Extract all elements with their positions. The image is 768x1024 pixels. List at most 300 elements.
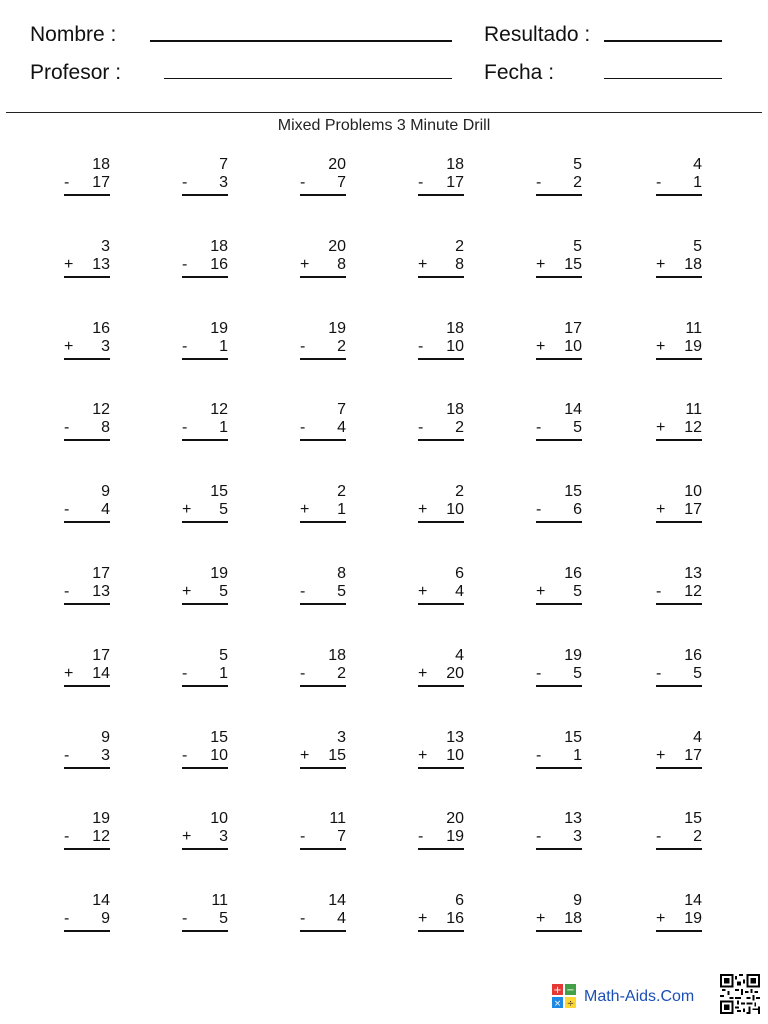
answer-line[interactable]	[418, 439, 464, 441]
operation-row	[418, 910, 464, 928]
problem-5-5	[536, 483, 582, 523]
operator: +	[300, 501, 310, 518]
top-number: 4	[693, 729, 702, 746]
bottom-number: 4	[101, 501, 110, 518]
answer-line[interactable]	[300, 194, 346, 196]
operator: -	[182, 665, 188, 682]
answer-line[interactable]	[536, 439, 582, 441]
operator: -	[536, 828, 542, 845]
operator: +	[656, 501, 666, 518]
answer-line[interactable]	[536, 194, 582, 196]
bottom-number: 3	[219, 828, 228, 845]
problem-6-1	[64, 565, 110, 605]
operation-row	[300, 583, 346, 601]
operator: +	[536, 583, 546, 600]
top-number: 15	[210, 483, 228, 500]
bottom-number: 4	[337, 419, 346, 436]
problem-8-3	[300, 729, 346, 769]
operation-row	[656, 338, 702, 356]
bottom-number: 20	[446, 665, 464, 682]
answer-line[interactable]	[300, 439, 346, 441]
operator: +	[300, 747, 310, 764]
answer-line[interactable]	[656, 276, 702, 278]
problem-1-6	[656, 156, 702, 196]
operator: +	[656, 419, 666, 436]
problem-5-1	[64, 483, 110, 523]
answer-line[interactable]	[536, 521, 582, 523]
operation-row	[418, 174, 464, 192]
qr-code-icon	[720, 974, 760, 1014]
operation-row	[182, 174, 228, 192]
answer-line[interactable]	[418, 685, 464, 687]
answer-line[interactable]	[300, 358, 346, 360]
operation-row	[536, 910, 582, 928]
problem-4-2	[182, 401, 228, 441]
problem-4-3	[300, 401, 346, 441]
operation-row	[182, 583, 228, 601]
operation-row	[64, 665, 110, 683]
top-number: 18	[210, 238, 228, 255]
operation-row	[64, 419, 110, 437]
operation-row	[182, 828, 228, 846]
operation-row	[656, 665, 702, 683]
top-number: 14	[684, 892, 702, 909]
operation-row	[182, 256, 228, 274]
operation-row	[300, 501, 346, 519]
operator: -	[64, 501, 70, 518]
bottom-number: 13	[92, 256, 110, 273]
operator: +	[656, 338, 666, 355]
top-number: 5	[693, 238, 702, 255]
operation-row	[656, 747, 702, 765]
top-number: 18	[446, 320, 464, 337]
problem-6-2	[182, 565, 228, 605]
bottom-number: 17	[92, 174, 110, 191]
problem-1-3	[300, 156, 346, 196]
top-number: 12	[92, 401, 110, 418]
answer-line[interactable]	[418, 603, 464, 605]
operator: +	[656, 747, 666, 764]
top-number: 2	[455, 483, 464, 500]
answer-line[interactable]	[656, 358, 702, 360]
operation-row	[418, 747, 464, 765]
operator: +	[64, 665, 74, 682]
operator: -	[182, 338, 188, 355]
operator: -	[656, 665, 662, 682]
answer-line[interactable]	[300, 848, 346, 850]
answer-line[interactable]	[182, 767, 228, 769]
operator: -	[536, 665, 542, 682]
operator: +	[182, 583, 192, 600]
problem-10-6	[656, 892, 702, 932]
answer-line[interactable]	[182, 685, 228, 687]
operator: -	[64, 583, 70, 600]
answer-line[interactable]	[300, 276, 346, 278]
operation-row	[64, 256, 110, 274]
top-number: 15	[564, 483, 582, 500]
answer-line[interactable]	[300, 930, 346, 932]
top-number: 20	[328, 238, 346, 255]
operation-row	[418, 419, 464, 437]
problem-3-3	[300, 320, 346, 360]
bottom-number: 3	[573, 828, 582, 845]
bottom-number: 2	[573, 174, 582, 191]
answer-line[interactable]	[656, 603, 702, 605]
bottom-number: 8	[455, 256, 464, 273]
problem-2-4	[418, 238, 464, 278]
answer-line[interactable]	[536, 848, 582, 850]
top-number: 7	[219, 156, 228, 173]
operation-row	[656, 256, 702, 274]
top-number: 10	[210, 810, 228, 827]
operation-row	[182, 338, 228, 356]
operation-row	[656, 419, 702, 437]
bottom-number: 6	[573, 501, 582, 518]
problem-4-1	[64, 401, 110, 441]
top-number: 17	[92, 565, 110, 582]
problem-4-4	[418, 401, 464, 441]
operation-row	[64, 338, 110, 356]
operator: -	[64, 419, 70, 436]
top-number: 11	[329, 810, 346, 827]
top-number: 2	[337, 483, 346, 500]
bottom-number: 1	[337, 501, 346, 518]
problem-3-4	[418, 320, 464, 360]
bottom-number: 15	[328, 747, 346, 764]
top-number: 19	[210, 565, 228, 582]
operator: -	[418, 419, 424, 436]
operator: -	[182, 747, 188, 764]
operation-row	[418, 256, 464, 274]
operation-row	[536, 583, 582, 601]
bottom-number: 16	[446, 910, 464, 927]
operator: +	[536, 256, 546, 273]
bottom-number: 17	[446, 174, 464, 191]
answer-line[interactable]	[300, 685, 346, 687]
operation-row	[656, 828, 702, 846]
top-number: 19	[210, 320, 228, 337]
top-number: 18	[446, 401, 464, 418]
operation-row	[300, 747, 346, 765]
problem-2-1	[64, 238, 110, 278]
operator: -	[182, 910, 188, 927]
bottom-number: 4	[337, 910, 346, 927]
answer-line[interactable]	[182, 930, 228, 932]
operation-row	[182, 747, 228, 765]
answer-line[interactable]	[656, 685, 702, 687]
bottom-number: 5	[337, 583, 346, 600]
answer-line[interactable]	[182, 276, 228, 278]
operation-row	[300, 174, 346, 192]
operation-row	[418, 501, 464, 519]
problem-3-2	[182, 320, 228, 360]
top-number: 16	[564, 565, 582, 582]
problem-8-6	[656, 729, 702, 769]
answer-line[interactable]	[300, 767, 346, 769]
problem-6-3	[300, 565, 346, 605]
answer-line[interactable]	[64, 521, 110, 523]
answer-line[interactable]	[182, 848, 228, 850]
operation-row	[536, 174, 582, 192]
operator: -	[656, 583, 662, 600]
answer-line[interactable]	[536, 603, 582, 605]
operator: -	[64, 910, 70, 927]
top-number: 15	[684, 810, 702, 827]
operator: +	[418, 747, 428, 764]
operation-row	[536, 747, 582, 765]
bottom-number: 5	[573, 665, 582, 682]
answer-line[interactable]	[64, 848, 110, 850]
top-number: 14	[328, 892, 346, 909]
top-number: 17	[92, 647, 110, 664]
problem-8-4	[418, 729, 464, 769]
top-number: 16	[92, 320, 110, 337]
answer-line[interactable]	[418, 848, 464, 850]
answer-line[interactable]	[418, 521, 464, 523]
bottom-number: 1	[219, 665, 228, 682]
operation-row	[300, 910, 346, 928]
top-number: 18	[92, 156, 110, 173]
operation-row	[536, 501, 582, 519]
operation-row	[656, 583, 702, 601]
svg-text:÷: ÷	[566, 999, 575, 1008]
answer-line[interactable]	[656, 521, 702, 523]
answer-line[interactable]	[656, 930, 702, 932]
operation-row	[182, 665, 228, 683]
top-number: 2	[455, 238, 464, 255]
answer-line[interactable]	[64, 603, 110, 605]
operation-row	[418, 665, 464, 683]
problem-5-4	[418, 483, 464, 523]
problem-3-6	[656, 320, 702, 360]
answer-line[interactable]	[418, 194, 464, 196]
operation-row	[64, 747, 110, 765]
problem-1-4	[418, 156, 464, 196]
problem-4-6	[656, 401, 702, 441]
problem-3-1	[64, 320, 110, 360]
problem-8-1	[64, 729, 110, 769]
bottom-number: 15	[564, 256, 582, 273]
problem-9-3	[300, 810, 346, 850]
bottom-number: 3	[101, 338, 110, 355]
problem-10-5	[536, 892, 582, 932]
answer-line[interactable]	[418, 930, 464, 932]
problem-10-3	[300, 892, 346, 932]
bottom-number: 19	[684, 910, 702, 927]
operator: -	[536, 174, 542, 191]
answer-line[interactable]	[418, 276, 464, 278]
bottom-number: 5	[573, 419, 582, 436]
operator: -	[418, 828, 424, 845]
result-label: Resultado :	[484, 23, 591, 46]
problem-2-3	[300, 238, 346, 278]
top-number: 14	[92, 892, 110, 909]
answer-line[interactable]	[656, 194, 702, 196]
answer-line[interactable]	[182, 521, 228, 523]
bottom-number: 9	[101, 910, 110, 927]
answer-line[interactable]	[64, 685, 110, 687]
operation-row	[64, 501, 110, 519]
top-number: 4	[693, 156, 702, 173]
answer-line[interactable]	[182, 439, 228, 441]
problem-8-2	[182, 729, 228, 769]
answer-line[interactable]	[182, 194, 228, 196]
answer-line[interactable]	[64, 767, 110, 769]
brand-link[interactable]: Math-Aids.Com	[584, 988, 695, 1005]
top-number: 13	[684, 565, 702, 582]
answer-line[interactable]	[182, 358, 228, 360]
answer-line[interactable]	[536, 685, 582, 687]
answer-line[interactable]	[182, 603, 228, 605]
problem-5-2	[182, 483, 228, 523]
operator: -	[64, 174, 70, 191]
bottom-number: 8	[337, 256, 346, 273]
answer-line[interactable]	[300, 603, 346, 605]
problem-5-6	[656, 483, 702, 523]
top-number: 5	[219, 647, 228, 664]
problem-10-4	[418, 892, 464, 932]
operator: +	[418, 665, 428, 682]
problem-6-6	[656, 565, 702, 605]
top-number: 12	[210, 401, 228, 418]
bottom-number: 13	[92, 583, 110, 600]
operator: +	[64, 256, 74, 273]
bottom-number: 18	[684, 256, 702, 273]
problem-5-3	[300, 483, 346, 523]
answer-line[interactable]	[536, 358, 582, 360]
answer-line[interactable]	[64, 194, 110, 196]
problem-1-5	[536, 156, 582, 196]
operator: -	[536, 501, 542, 518]
problem-7-2	[182, 647, 228, 687]
problem-1-1	[64, 156, 110, 196]
operation-row	[418, 338, 464, 356]
answer-line[interactable]	[656, 439, 702, 441]
operator: +	[418, 501, 428, 518]
problem-3-5	[536, 320, 582, 360]
problem-10-2	[182, 892, 228, 932]
answer-line[interactable]	[536, 930, 582, 932]
problem-7-5	[536, 647, 582, 687]
svg-text:+: +	[553, 985, 562, 996]
bottom-number: 2	[693, 828, 702, 845]
top-number: 9	[573, 892, 582, 909]
operation-row	[536, 419, 582, 437]
top-number: 11	[685, 401, 702, 418]
operator: +	[64, 338, 74, 355]
answer-line[interactable]	[64, 439, 110, 441]
answer-line[interactable]	[536, 276, 582, 278]
answer-line[interactable]	[656, 767, 702, 769]
operation-row	[536, 828, 582, 846]
problem-2-2	[182, 238, 228, 278]
answer-line[interactable]	[536, 767, 582, 769]
operation-row	[182, 501, 228, 519]
top-number: 5	[573, 156, 582, 173]
operation-row	[64, 174, 110, 192]
operation-row	[656, 501, 702, 519]
problem-9-2	[182, 810, 228, 850]
top-number: 20	[328, 156, 346, 173]
operation-row	[300, 256, 346, 274]
answer-line[interactable]	[300, 521, 346, 523]
answer-line[interactable]	[418, 358, 464, 360]
operator: +	[656, 910, 666, 927]
top-number: 7	[337, 401, 346, 418]
problem-9-1	[64, 810, 110, 850]
answer-line[interactable]	[64, 930, 110, 932]
operation-row	[656, 910, 702, 928]
problem-7-3	[300, 647, 346, 687]
operator: -	[64, 828, 70, 845]
problem-7-4	[418, 647, 464, 687]
problem-9-5	[536, 810, 582, 850]
operator: +	[418, 583, 428, 600]
teacher-label: Profesor :	[30, 61, 122, 84]
top-number: 11	[211, 892, 228, 909]
operator: -	[182, 419, 188, 436]
top-number: 18	[446, 156, 464, 173]
problem-10-1	[64, 892, 110, 932]
operator: -	[300, 828, 306, 845]
answer-line[interactable]	[418, 767, 464, 769]
operation-row	[418, 828, 464, 846]
top-number: 19	[564, 647, 582, 664]
top-number: 13	[446, 729, 464, 746]
operator: -	[418, 174, 424, 191]
problem-6-5	[536, 565, 582, 605]
answer-line[interactable]	[64, 358, 110, 360]
bottom-number: 12	[684, 419, 702, 436]
answer-line[interactable]	[64, 276, 110, 278]
bottom-number: 5	[219, 583, 228, 600]
top-number: 3	[101, 238, 110, 255]
operator: +	[418, 910, 428, 927]
bottom-number: 3	[101, 747, 110, 764]
operator: -	[300, 665, 306, 682]
operator: +	[418, 256, 428, 273]
bottom-number: 7	[337, 828, 346, 845]
operation-row	[300, 419, 346, 437]
operator: -	[182, 256, 188, 273]
name-label: Nombre :	[30, 23, 117, 46]
problem-2-6	[656, 238, 702, 278]
problem-7-6	[656, 647, 702, 687]
top-number: 17	[564, 320, 582, 337]
problem-9-4	[418, 810, 464, 850]
operator: -	[536, 419, 542, 436]
operation-row	[182, 419, 228, 437]
answer-line[interactable]	[656, 848, 702, 850]
svg-text:−: −	[566, 985, 575, 996]
bottom-number: 16	[210, 256, 228, 273]
problem-7-1	[64, 647, 110, 687]
bottom-number: 10	[446, 338, 464, 355]
top-number: 9	[101, 729, 110, 746]
bottom-number: 5	[573, 583, 582, 600]
worksheet-title: Mixed Problems 3 Minute Drill	[277, 117, 491, 134]
operator: -	[418, 338, 424, 355]
top-number: 15	[210, 729, 228, 746]
top-number: 5	[573, 238, 582, 255]
bottom-number: 14	[92, 665, 110, 682]
bottom-number: 10	[564, 338, 582, 355]
top-number: 6	[455, 892, 464, 909]
bottom-number: 17	[684, 501, 702, 518]
operator: +	[656, 256, 666, 273]
bottom-number: 1	[573, 747, 582, 764]
top-number: 19	[92, 810, 110, 827]
